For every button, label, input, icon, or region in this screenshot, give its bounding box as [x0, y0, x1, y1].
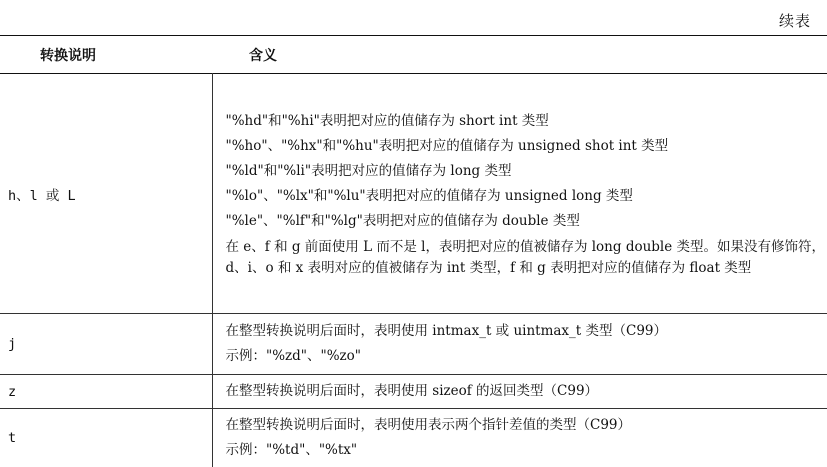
row-spec: t: [0, 409, 212, 467]
table-row: [0, 375, 827, 409]
header-meaning: 含义: [212, 36, 827, 74]
meaning-line: "%hd"和"%hi"表明把对应的值储存为 short int 类型: [226, 109, 827, 134]
row-meaning: [212, 74, 827, 314]
row-spec: j: [0, 314, 212, 375]
meaning-line: 在整型转换说明后面时，表明使用表示两个指针差值的类型（C99）: [226, 413, 827, 438]
row-spec: z: [0, 375, 212, 409]
meaning-line: "%ho"、"%hx"和"%hu"表明把对应的值储存为 unsigned shot int 类型: [226, 134, 827, 159]
meaning-line: 在整型转换说明后面时，表明使用 intmax_t 或 uintmax_t 类型（C99）: [226, 319, 827, 344]
table-row: [0, 314, 827, 375]
meaning-line: "%lo"、"%lx"和"%lu"表明把对应的值储存为 unsigned long 类型: [226, 184, 827, 209]
header-conversion: 转换说明: [0, 36, 212, 74]
meaning-example: 示例："%td"、"%tx": [226, 438, 827, 463]
row-meaning: [212, 375, 827, 409]
conversion-modifier-table: [0, 35, 827, 467]
meaning-example: 示例："%zd"、"%zo": [226, 344, 827, 369]
row-meaning: [212, 314, 827, 375]
meaning-paragraph: 在 e、f 和 g 前面使用 L 而不是 l，表明把对应的值被储存为 long double 类型。如果没有修饰符，d、i、o 和 x 表明对应的值被储存为 int 类型，f 和 g 表明把对应的值储存为 float 类型: [226, 237, 827, 279]
table-row: [0, 74, 827, 314]
meaning-line: 在整型转换说明后面时，表明使用 sizeof 的返回类型（C99）: [226, 379, 827, 404]
continued-label: 续表: [779, 10, 811, 31]
meaning-line: "%ld"和"%li"表明把对应的值储存为 long 类型: [226, 159, 827, 184]
meaning-line: "%le"、"%lf"和"%lg"表明把对应的值储存为 double 类型: [226, 209, 827, 234]
row-meaning: [212, 409, 827, 467]
table-row: [0, 409, 827, 467]
row-spec: h、l 或 L: [0, 74, 212, 314]
table-header-row: [0, 36, 827, 74]
